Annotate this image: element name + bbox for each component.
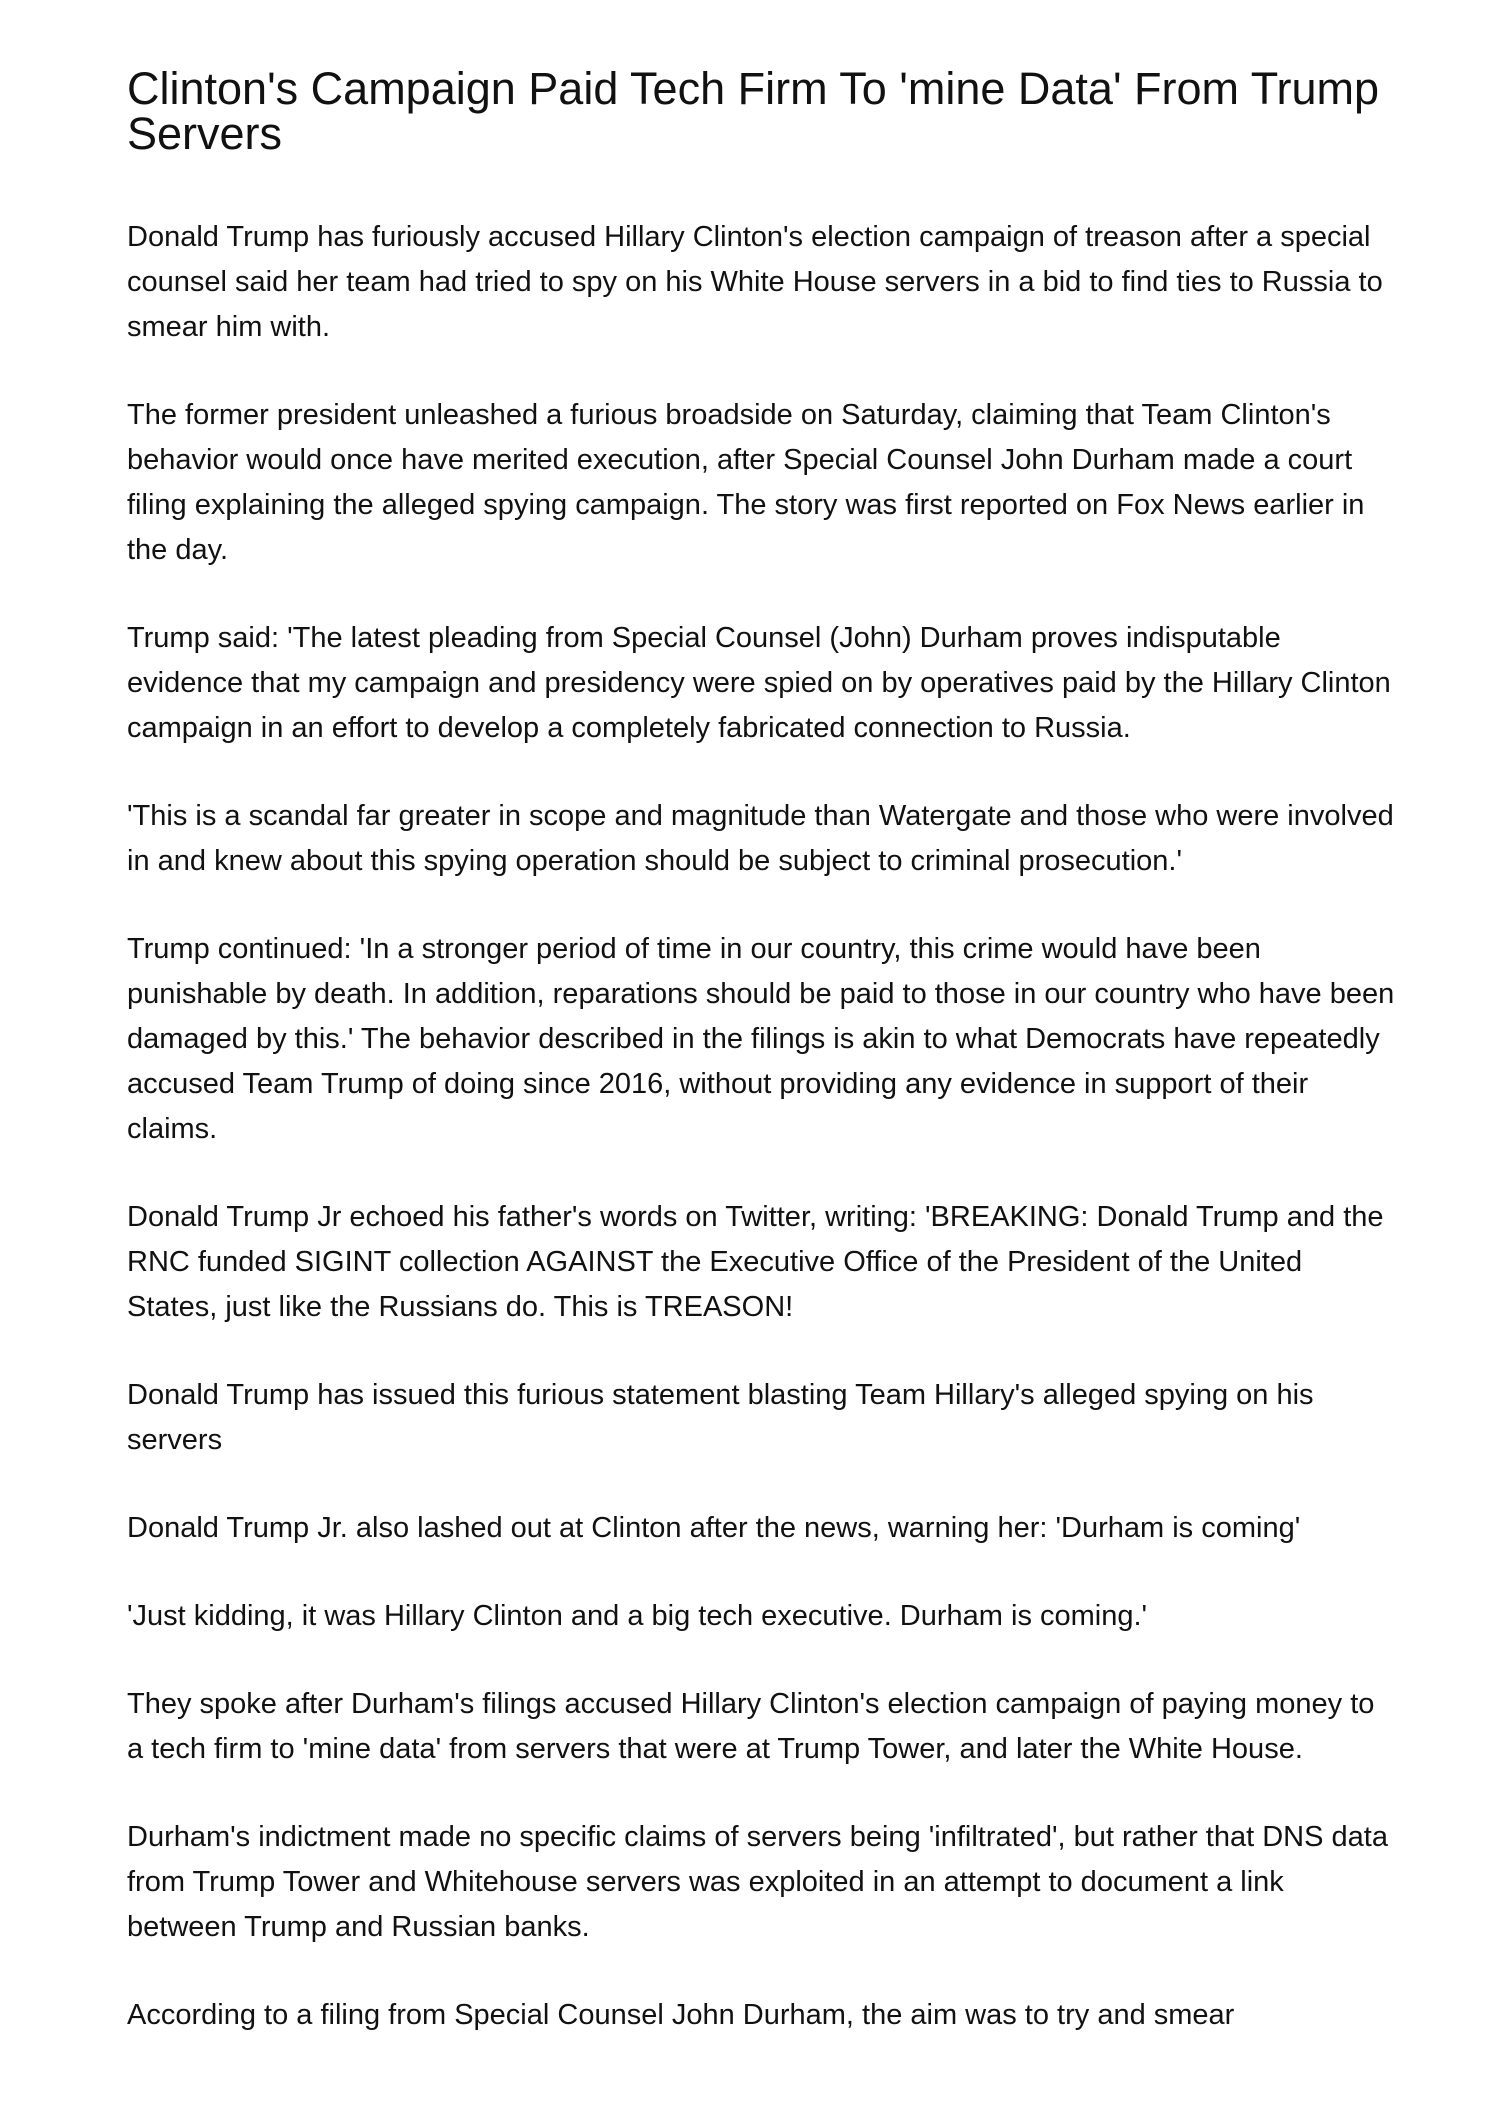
document-page	[127, 63, 1397, 2081]
article-paragraph-6: Donald Trump Jr echoed his father's words on Twitter, writing: 'BREAKING: Donald Trump and the RNC funded SIGINT collection AGAINST the Executive Office of the President of the United States, just like the Russians do. This is TREASON!	[127, 1201, 1384, 1323]
article-paragraph-9: 'Just kidding, it was Hillary Clinton and a big tech executive. Durham is coming.'	[127, 1600, 1148, 1632]
article-paragraph-2: The former president unleashed a furious broadside on Saturday, claiming that Team Clinton's behavior would once have merited execution, after Special Counsel John Durham made a court filing explaining the alleged spying campaign. The story was first reported on Fox News earlier in the day.	[127, 399, 1365, 566]
article-paragraph-7: Donald Trump has issued this furious statement blasting Team Hillary's alleged spying on his servers	[127, 1379, 1314, 1456]
article-paragraph-11: Durham's indictment made no specific claims of servers being 'infiltrated', but rather that DNS data from Trump Tower and Whitehouse servers was exploited in an attempt to document a link between Trump and Russian banks.	[127, 1821, 1388, 1943]
article-paragraph-10: They spoke after Durham's filings accused Hillary Clinton's election campaign of paying money to a tech firm to 'mine data' from servers that were at Trump Tower, and later the White House.	[127, 1688, 1375, 1765]
article-paragraph-12: According to a filing from Special Counsel John Durham, the aim was to try and smear	[127, 1999, 1235, 2031]
article-paragraph-3: Trump said: 'The latest pleading from Special Counsel (John) Durham proves indisputable evidence that my campaign and presidency were spied on by operatives paid by the Hillary Clinton campaign in an effort to develop a completely fabricated connection to Russia.	[127, 622, 1391, 744]
article-paragraph-5: Trump continued: 'In a stronger period of time in our country, this crime would have been punishable by death. In addition, reparations should be paid to those in our country who have been damaged by this.' The behavior described in the filings is akin to what Democrats have repeatedly accused Team Trump of doing since 2016, without providing any evidence in support of their claims.	[127, 933, 1395, 1145]
article-paragraph-8: Donald Trump Jr. also lashed out at Clinton after the news, warning her: 'Durham is coming'	[127, 1512, 1301, 1544]
article-paragraph-4: 'This is a scandal far greater in scope and magnitude than Watergate and those who were involved in and knew about this spying operation should be subject to criminal prosecution.'	[127, 800, 1394, 877]
article-paragraph-1: Donald Trump has furiously accused Hillary Clinton's election campaign of treason after a special counsel said her team had tried to spy on his White House servers in a bid to find ties to Russia to smear him with.	[127, 221, 1383, 343]
article-title: Clinton's Campaign Paid Tech Firm To 'mine Data' From Trump Servers	[127, 63, 1380, 159]
